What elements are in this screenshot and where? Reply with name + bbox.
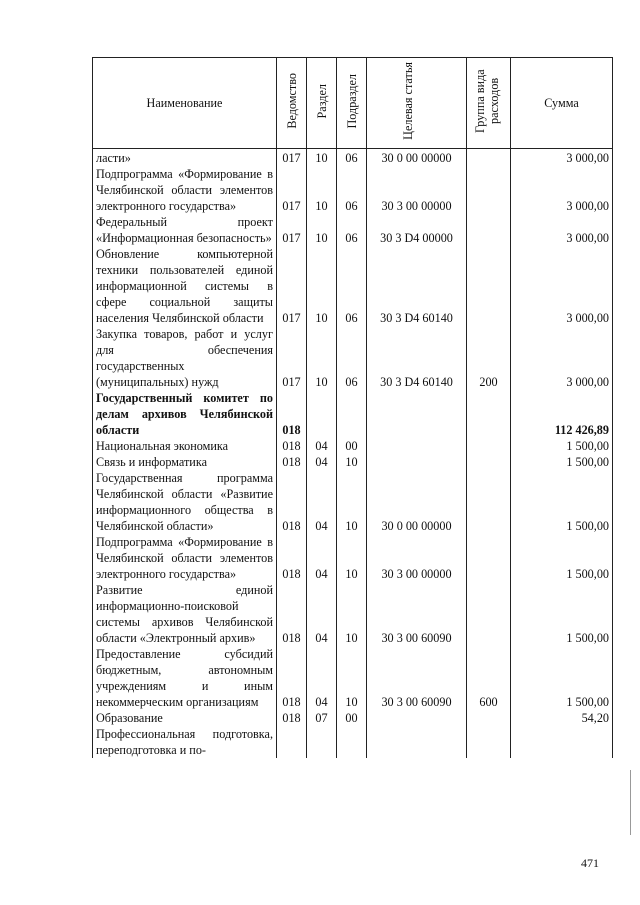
cell-subsection: 06 — [337, 149, 367, 167]
cell-subsection: 06 — [337, 166, 367, 214]
cell-subsection: 06 — [337, 326, 367, 390]
cell-sum: 1 500,00 — [511, 438, 613, 454]
cell-name: Обновление компьютерной техники пользователей единой информационной системы в сфере социальной защиты населения Челябинской области — [93, 246, 277, 326]
table-row — [93, 726, 613, 758]
cell-sum: 3 000,00 — [511, 246, 613, 326]
cell-name: Закупка товаров, работ и услуг для обеспечения государственных (муниципальных) нужд — [93, 326, 277, 390]
cell-name: Государственная программа Челябинской области «Развитие информационного общества в Челябинской области» — [93, 470, 277, 534]
table-row — [93, 534, 613, 582]
cell-name: Предоставление субсидий бюджетным, автономным учреждениям и иным некоммерческим организациям — [93, 646, 277, 710]
cell-name: Связь и информатика — [93, 454, 277, 470]
table-row — [93, 326, 613, 390]
cell-group — [467, 726, 511, 758]
cell-target: 30 3 00 60090 — [367, 646, 467, 710]
cell-dept: 017 — [277, 214, 307, 246]
cell-name: Подпрограмма «Формирование в Челябинской области элементов электронного государства» — [93, 166, 277, 214]
cell-group — [467, 438, 511, 454]
cell-sum: 3 000,00 — [511, 214, 613, 246]
cell-subsection — [337, 390, 367, 438]
table-body — [93, 149, 613, 759]
table-row — [93, 646, 613, 710]
cell-name: Государственный комитет по делам архивов Челябинской области — [93, 390, 277, 438]
cell-sum: 3 000,00 — [511, 166, 613, 214]
cell-sum — [511, 726, 613, 758]
cell-section: 04 — [307, 454, 337, 470]
cell-subsection: 10 — [337, 582, 367, 646]
cell-dept: 018 — [277, 582, 307, 646]
header-subsection: Подраздел — [337, 58, 367, 149]
cell-dept: 018 — [277, 454, 307, 470]
cell-section: 04 — [307, 470, 337, 534]
page-number: 471 — [581, 856, 599, 870]
cell-sum: 1 500,00 — [511, 534, 613, 582]
cell-dept: 017 — [277, 326, 307, 390]
cell-group — [467, 454, 511, 470]
cell-target — [367, 710, 467, 726]
table-row — [93, 390, 613, 438]
cell-subsection: 06 — [337, 246, 367, 326]
table-row — [93, 166, 613, 214]
cell-target: 30 3 00 60090 — [367, 582, 467, 646]
cell-section: 10 — [307, 166, 337, 214]
cell-target: 30 3 D4 00000 — [367, 214, 467, 246]
cell-dept: 018 — [277, 470, 307, 534]
table-row — [93, 454, 613, 470]
cell-dept: 018 — [277, 438, 307, 454]
cell-dept: 018 — [277, 390, 307, 438]
cell-section: 10 — [307, 214, 337, 246]
header-name: Наименование — [93, 58, 277, 149]
cell-subsection: 10 — [337, 534, 367, 582]
cell-group — [467, 214, 511, 246]
header-target: Целевая статья — [367, 58, 467, 149]
table-row — [93, 470, 613, 534]
cell-section: 04 — [307, 646, 337, 710]
cell-group — [467, 246, 511, 326]
cell-section: 10 — [307, 149, 337, 167]
cell-section — [307, 726, 337, 758]
table-row — [93, 582, 613, 646]
header-dept: Ведомство — [277, 58, 307, 149]
cell-target — [367, 390, 467, 438]
cell-subsection — [337, 726, 367, 758]
cell-group — [467, 710, 511, 726]
cell-group — [467, 390, 511, 438]
cell-dept: 017 — [277, 149, 307, 167]
cell-section — [307, 390, 337, 438]
cell-name: Образование — [93, 710, 277, 726]
cell-target: 30 0 00 00000 — [367, 470, 467, 534]
cell-subsection: 00 — [337, 710, 367, 726]
table-row — [93, 149, 613, 167]
cell-subsection: 00 — [337, 438, 367, 454]
cell-target: 30 3 D4 60140 — [367, 326, 467, 390]
header-group: Группа вида расходов — [467, 58, 511, 149]
table-header-row — [93, 58, 613, 149]
cell-sum: 1 500,00 — [511, 646, 613, 710]
cell-sum: 1 500,00 — [511, 470, 613, 534]
cell-group — [467, 534, 511, 582]
cell-section: 10 — [307, 326, 337, 390]
cell-group — [467, 470, 511, 534]
cell-dept: 018 — [277, 646, 307, 710]
header-sum: Сумма — [511, 58, 613, 149]
cell-subsection: 10 — [337, 646, 367, 710]
cell-target: 30 0 00 00000 — [367, 149, 467, 167]
cell-target — [367, 438, 467, 454]
cell-name: ласти» — [93, 149, 277, 167]
cell-group — [467, 582, 511, 646]
cell-target: 30 3 00 00000 — [367, 534, 467, 582]
cell-subsection: 10 — [337, 454, 367, 470]
cell-sum: 3 000,00 — [511, 326, 613, 390]
cell-dept: 018 — [277, 710, 307, 726]
scan-edge-line — [630, 770, 631, 835]
cell-name: Развитие единой информационно-поисковой системы архивов Челябинской области «Электронный архив» — [93, 582, 277, 646]
cell-target — [367, 726, 467, 758]
cell-dept — [277, 726, 307, 758]
cell-sum: 1 500,00 — [511, 582, 613, 646]
cell-group: 600 — [467, 646, 511, 710]
cell-dept: 017 — [277, 166, 307, 214]
cell-section: 04 — [307, 582, 337, 646]
table-row — [93, 438, 613, 454]
budget-table — [92, 57, 613, 758]
cell-section: 07 — [307, 710, 337, 726]
cell-subsection: 06 — [337, 214, 367, 246]
header-section: Раздел — [307, 58, 337, 149]
cell-sum: 3 000,00 — [511, 149, 613, 167]
cell-dept: 017 — [277, 246, 307, 326]
cell-name: Национальная экономика — [93, 438, 277, 454]
cell-sum: 54,20 — [511, 710, 613, 726]
cell-subsection: 10 — [337, 470, 367, 534]
cell-name: Подпрограмма «Формирование в Челябинской области элементов электронного государства» — [93, 534, 277, 582]
table-row — [93, 246, 613, 326]
cell-name: Федеральный проект «Информационная безопасность» — [93, 214, 277, 246]
cell-sum: 112 426,89 — [511, 390, 613, 438]
cell-group — [467, 149, 511, 167]
table-row — [93, 710, 613, 726]
cell-target: 30 3 00 00000 — [367, 166, 467, 214]
cell-dept: 018 — [277, 534, 307, 582]
cell-section: 10 — [307, 246, 337, 326]
cell-section: 04 — [307, 438, 337, 454]
cell-target — [367, 454, 467, 470]
cell-name: Профессиональная подготовка, переподготовка и по- — [93, 726, 277, 758]
table-row — [93, 214, 613, 246]
cell-group: 200 — [467, 326, 511, 390]
cell-section: 04 — [307, 534, 337, 582]
cell-sum: 1 500,00 — [511, 454, 613, 470]
cell-target: 30 3 D4 60140 — [367, 246, 467, 326]
cell-group — [467, 166, 511, 214]
